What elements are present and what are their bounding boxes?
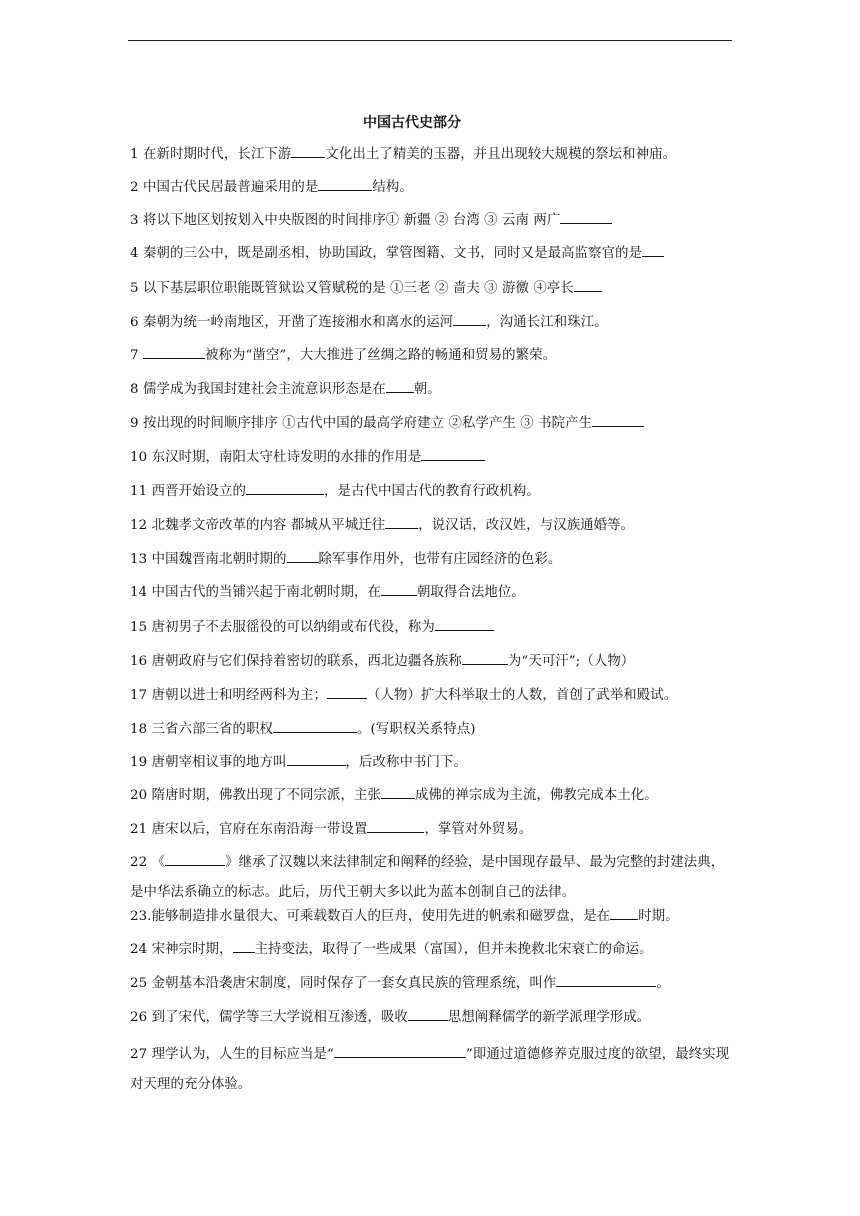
question-item [130, 613, 734, 643]
question-item [130, 375, 734, 405]
question-item [130, 969, 734, 999]
question-text: 16 唐朝政府与它们保持着密切的联系，西北边疆各族称 [130, 654, 462, 669]
answer-blank[interactable] [287, 561, 319, 563]
header-rule [128, 40, 732, 41]
question-text-after: 结构。 [372, 180, 413, 195]
question-item [130, 443, 734, 473]
question-text-after: 朝取得合法地位。 [416, 585, 525, 600]
answer-blank[interactable] [421, 459, 485, 461]
question-text: 13 中国魏晋南北朝时期的 [130, 552, 287, 567]
question-item [130, 902, 734, 932]
question-text-after: 成佛的禅宗成为主流，佛教完成本土化。 [414, 788, 658, 803]
question-text: 3 将以下地区划按划入中央版图的时间排序① 新疆 ② 台湾 ③ 云南 两广 [130, 213, 561, 228]
question-text: 6 秦朝为统一岭南地区，开凿了连接湘水和离水的运河 [130, 315, 454, 330]
question-item [130, 935, 734, 965]
question-text: 19 唐朝宰相议事的地方叫 [130, 755, 287, 770]
question-text-after: ，后改称中书门下。 [345, 755, 467, 770]
question-text: 14 中国古代的当铺兴起于南北朝时期，在 [130, 585, 381, 600]
question-text-after: 主持变法，取得了一些成果（富国），但并未挽救北宋衰亡的命运。 [254, 942, 653, 957]
question-item [130, 511, 734, 541]
answer-blank[interactable] [246, 493, 324, 495]
question-text-after: 被称为“凿空”，大大推进了丝绸之路的畅通和贸易的繁荣。 [204, 348, 557, 363]
question-item [130, 1040, 734, 1100]
answer-blank[interactable] [381, 594, 417, 596]
question-text-after: ，掌管对外贸易。 [424, 822, 533, 837]
answer-blank[interactable] [233, 951, 255, 953]
question-text-after: ”即通过道德修养克服过度的欲望，最终实现对天理的充分体验。 [130, 1047, 730, 1092]
question-text-after: 为“天可汗”;（人物） [507, 654, 635, 669]
question-item [130, 140, 734, 170]
question-text-after: 除军事作用外，也带有庄园经济的色彩。 [318, 552, 562, 567]
question-text: 21 唐宋以后，官府在东南沿海一带设置 [130, 822, 368, 837]
answer-blank[interactable] [453, 324, 486, 326]
question-item [130, 545, 734, 575]
answer-blank[interactable] [143, 357, 205, 359]
question-text: 1 在新时期时代，长江下游 [130, 147, 292, 162]
answer-blank[interactable] [560, 222, 612, 224]
question-item [130, 848, 734, 908]
answer-blank[interactable] [334, 1056, 466, 1058]
answer-blank[interactable] [327, 697, 367, 699]
question-text: 11 西晋开始设立的 [130, 484, 247, 499]
answer-blank[interactable] [556, 985, 656, 987]
question-text-after: 朝。 [413, 382, 441, 397]
page-title: 中国古代史部分 [363, 115, 461, 131]
question-text: 7 [130, 348, 143, 363]
answer-blank[interactable] [592, 425, 644, 427]
question-item [130, 173, 734, 203]
question-text: 15 唐初男子不去服徭役的可以纳绢或布代役，称为 [130, 620, 435, 635]
question-text-after: 思想阐释儒学的新学派理学形成。 [447, 1010, 651, 1025]
question-text: 24 宋神宗时期， [130, 942, 233, 957]
answer-blank[interactable] [642, 255, 664, 257]
answer-blank[interactable] [381, 797, 415, 799]
question-text-after: 时期。 [638, 909, 679, 924]
question-text: 22 《 [130, 855, 166, 870]
answer-blank[interactable] [165, 864, 225, 866]
answer-blank[interactable] [435, 629, 494, 631]
question-item [130, 715, 734, 745]
question-text: 25 金朝基本沿袭唐宋制度，同时保存了一套女真民族的管理系统，叫作 [130, 976, 557, 991]
question-item [130, 477, 734, 507]
answer-blank[interactable] [291, 156, 325, 158]
question-text: 27 理学认为，人生的目标应当是“ [130, 1047, 334, 1062]
question-item [130, 748, 734, 778]
question-text: 12 北魏孝文帝改革的内容 都城从平城迁往 [130, 518, 386, 533]
question-text: 23.能够制造排水量很大、可乘载数百人的巨舟，使用先进的帆索和磁罗盘，是在 [130, 909, 611, 924]
answer-blank[interactable] [386, 391, 414, 393]
question-item [130, 274, 734, 304]
question-text: 20 隋唐时期，佛教出现了不同宗派，主张 [130, 788, 381, 803]
question-item [130, 681, 734, 711]
question-text: 8 儒学成为我国封建社会主流意识形态是在 [130, 382, 386, 397]
question-item [130, 781, 734, 811]
question-item [130, 1003, 734, 1033]
question-text: 2 中国古代民居最普遍采用的是 [130, 180, 319, 195]
question-text-after: （人物）扩大科举取士的人数，首创了武举和殿试。 [366, 688, 678, 703]
question-text-after: ，说汉话，改汉姓，与汉族通婚等。 [418, 518, 635, 533]
answer-blank[interactable] [610, 918, 638, 920]
question-text-after: 文化出土了精美的玉器，并且出现较大规模的祭坛和神庙。 [325, 147, 677, 162]
answer-blank[interactable] [385, 527, 418, 529]
answer-blank[interactable] [408, 1019, 448, 1021]
question-item [130, 815, 734, 845]
question-text-after: 》继承了汉魏以来法律制定和阐释的经验，是中国现存最早、最为完整的封建法典，是中华法系确立的标志。此后，历代王朝大多以此为蓝本创制自己的法律。 [130, 855, 725, 900]
answer-blank[interactable] [367, 831, 424, 833]
question-text-after: ，是古代中国古代的教育行政机构。 [324, 484, 540, 499]
question-text: 17 唐朝以进士和明经两科为主； [130, 688, 327, 703]
question-text-after: ，沟通长江和珠江。 [486, 315, 608, 330]
answer-blank[interactable] [273, 731, 357, 733]
question-item [130, 647, 734, 677]
answer-blank[interactable] [318, 189, 372, 191]
question-text: 4 秦朝的三公中，既是副丞相，协助国政，掌管图籍、文书，同时又是最高监察官的是 [130, 246, 643, 261]
question-item [130, 341, 734, 371]
question-text: 18 三省六部三省的职权 [130, 722, 274, 737]
question-text-after: 。(写职权关系特点) [357, 722, 476, 737]
answer-blank[interactable] [462, 663, 508, 665]
question-item [130, 578, 734, 608]
question-item [130, 409, 734, 439]
question-text: 5 以下基层职位职能既管狱讼又管赋税的是 ①三老 ② 啬夫 ③ 游徼 ④亭长 [130, 281, 574, 296]
question-item [130, 308, 734, 338]
question-text-after: 。 [656, 976, 670, 991]
question-text: 10 东汉时期，南阳太守杜诗发明的水排的作用是 [130, 450, 422, 465]
answer-blank[interactable] [287, 764, 346, 766]
question-text: 26 到了宋代，儒学等三大学说相互渗透，吸收 [130, 1010, 408, 1025]
question-item [130, 206, 734, 236]
answer-blank[interactable] [574, 290, 602, 292]
question-item [130, 239, 734, 269]
question-text: 9 按出现的时间顺序排序 ①古代中国的最高学府建立 ②私学产生 ③ 书院产生 [130, 416, 593, 431]
